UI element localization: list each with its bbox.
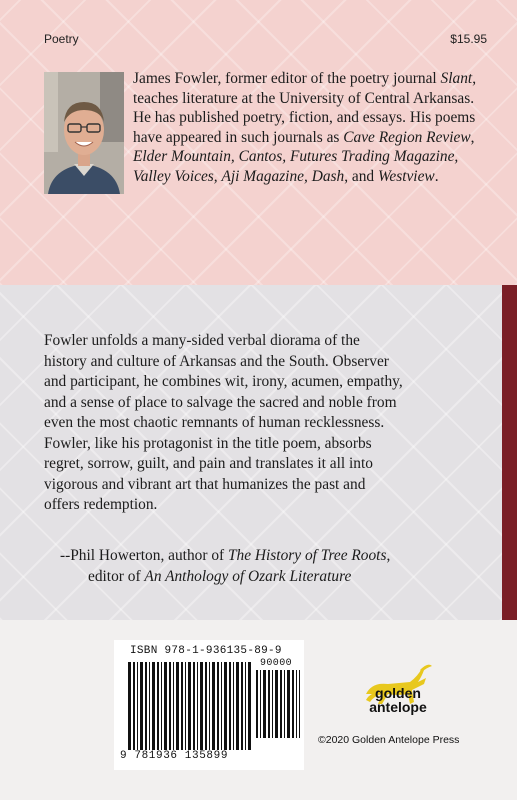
publisher-name: golden antelope xyxy=(369,685,427,715)
author-bio: James Fowler, former editor of the poetry journal Slant, teaches literature at the University of Central Arkansas. He has published poetry, fiction, and essays. His poems have appeared in such journals as Cave Region Review, Elder Mountain, Cantos, Futures Trading Magazine, Valley Voices, Aji Magazine, Dash, and Westview. xyxy=(133,70,477,185)
review-attribution: --Phil Howerton, author of The History of Tree Roots, editor of An Anthology of Ozark Literature xyxy=(60,547,391,585)
journal-slant: Slant xyxy=(440,70,473,87)
blurb-line: Fowler, like his protagonist in the title poem, absorbs xyxy=(44,434,372,452)
barcode-bars xyxy=(128,662,252,750)
book-title-ozark-anthology: An Anthology of Ozark Literature xyxy=(144,567,352,585)
blurb-line: even the most chaotic remnants of human recklessness. xyxy=(44,414,385,431)
author-portrait-image xyxy=(44,72,124,194)
copyright-notice: ©2020 Golden Antelope Press xyxy=(318,734,460,746)
barcode-digits: 9 781936 135899 xyxy=(120,750,229,762)
price-label: $15.95 xyxy=(450,32,487,46)
genre-label: Poetry xyxy=(44,32,79,46)
blurb-line: offers redemption. xyxy=(44,496,158,513)
blurb-line: regret, sorrow, guilt, and pain and translates it all into xyxy=(44,455,373,472)
isbn-number: ISBN 978-1-936135-89-9 xyxy=(130,645,282,657)
blurb-line: vigorous and vibrant art that humanizes the past and xyxy=(44,475,366,493)
blurb-line: and a sense of place to salvage the sacred and noble from xyxy=(44,393,397,411)
isbn-barcode xyxy=(114,640,304,770)
barcode-addon-bars xyxy=(256,670,300,738)
blurb-line: and participant, he combines wit, irony, acumen, empathy, xyxy=(44,373,403,390)
author-photo xyxy=(44,72,124,194)
book-title-tree-roots: The History of Tree Roots xyxy=(227,547,387,564)
blurb-line: history and culture of Arkansas and the South. Observer xyxy=(44,352,389,370)
blurb-line: Fowler unfolds a many-sided verbal diorama of the xyxy=(44,332,360,349)
barcode-addon-digits: 90000 xyxy=(260,658,293,669)
review-blurb xyxy=(44,331,494,516)
spine-edge-strip xyxy=(502,285,517,620)
